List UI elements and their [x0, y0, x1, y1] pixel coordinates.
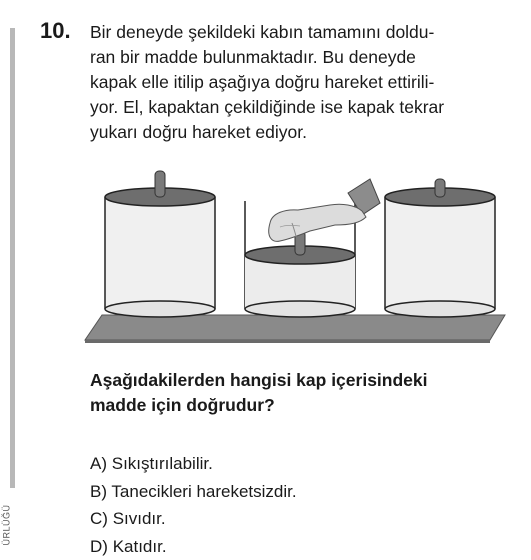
option-letter: B)	[90, 481, 107, 501]
option-text: Tanecikleri hareketsizdir.	[111, 481, 297, 501]
question-number: 10.	[40, 18, 71, 43]
option-letter: C)	[90, 509, 108, 528]
answer-options	[90, 450, 297, 560]
option-text: Katıdır.	[112, 536, 167, 556]
option-text: Sıvıdır.	[112, 509, 166, 528]
option-letter: D)	[90, 536, 108, 556]
platform-front-edge	[85, 340, 490, 343]
question-text-line: yukarı doğru hareket ediyor.	[90, 122, 307, 142]
container-lid-up	[105, 171, 215, 317]
question-text-line: ran bir madde bulunmaktadır. Bu deneyde	[90, 47, 416, 67]
option-c[interactable]	[90, 505, 297, 533]
question-text-line: Bir deneyde şekildeki kabın tamamını doldu-	[90, 22, 435, 42]
option-letter: A)	[90, 454, 107, 473]
side-label: ÜRLÜĞÜ	[1, 504, 12, 546]
option-d[interactable]	[90, 533, 297, 560]
question-text-line: kapak elle itilip aşağıya doğru hareket ettirili-	[90, 72, 435, 92]
question-text-line: yor. El, kapaktan çekildiğinde ise kapak tekrar	[90, 97, 445, 117]
option-text: Sıkıştırılabilir.	[111, 454, 213, 473]
platform	[85, 315, 505, 340]
experiment-figure	[80, 165, 520, 355]
option-a[interactable]	[90, 450, 297, 478]
question-prompt	[90, 368, 520, 418]
container-lid-up-right	[385, 179, 495, 317]
prompt-line: Aşağıdakilerden hangisi kap içerisindeki	[90, 370, 428, 390]
option-b[interactable]	[90, 478, 297, 506]
left-margin-bar	[10, 28, 15, 488]
prompt-line: madde için doğrudur?	[90, 395, 275, 415]
question-text	[90, 20, 520, 145]
